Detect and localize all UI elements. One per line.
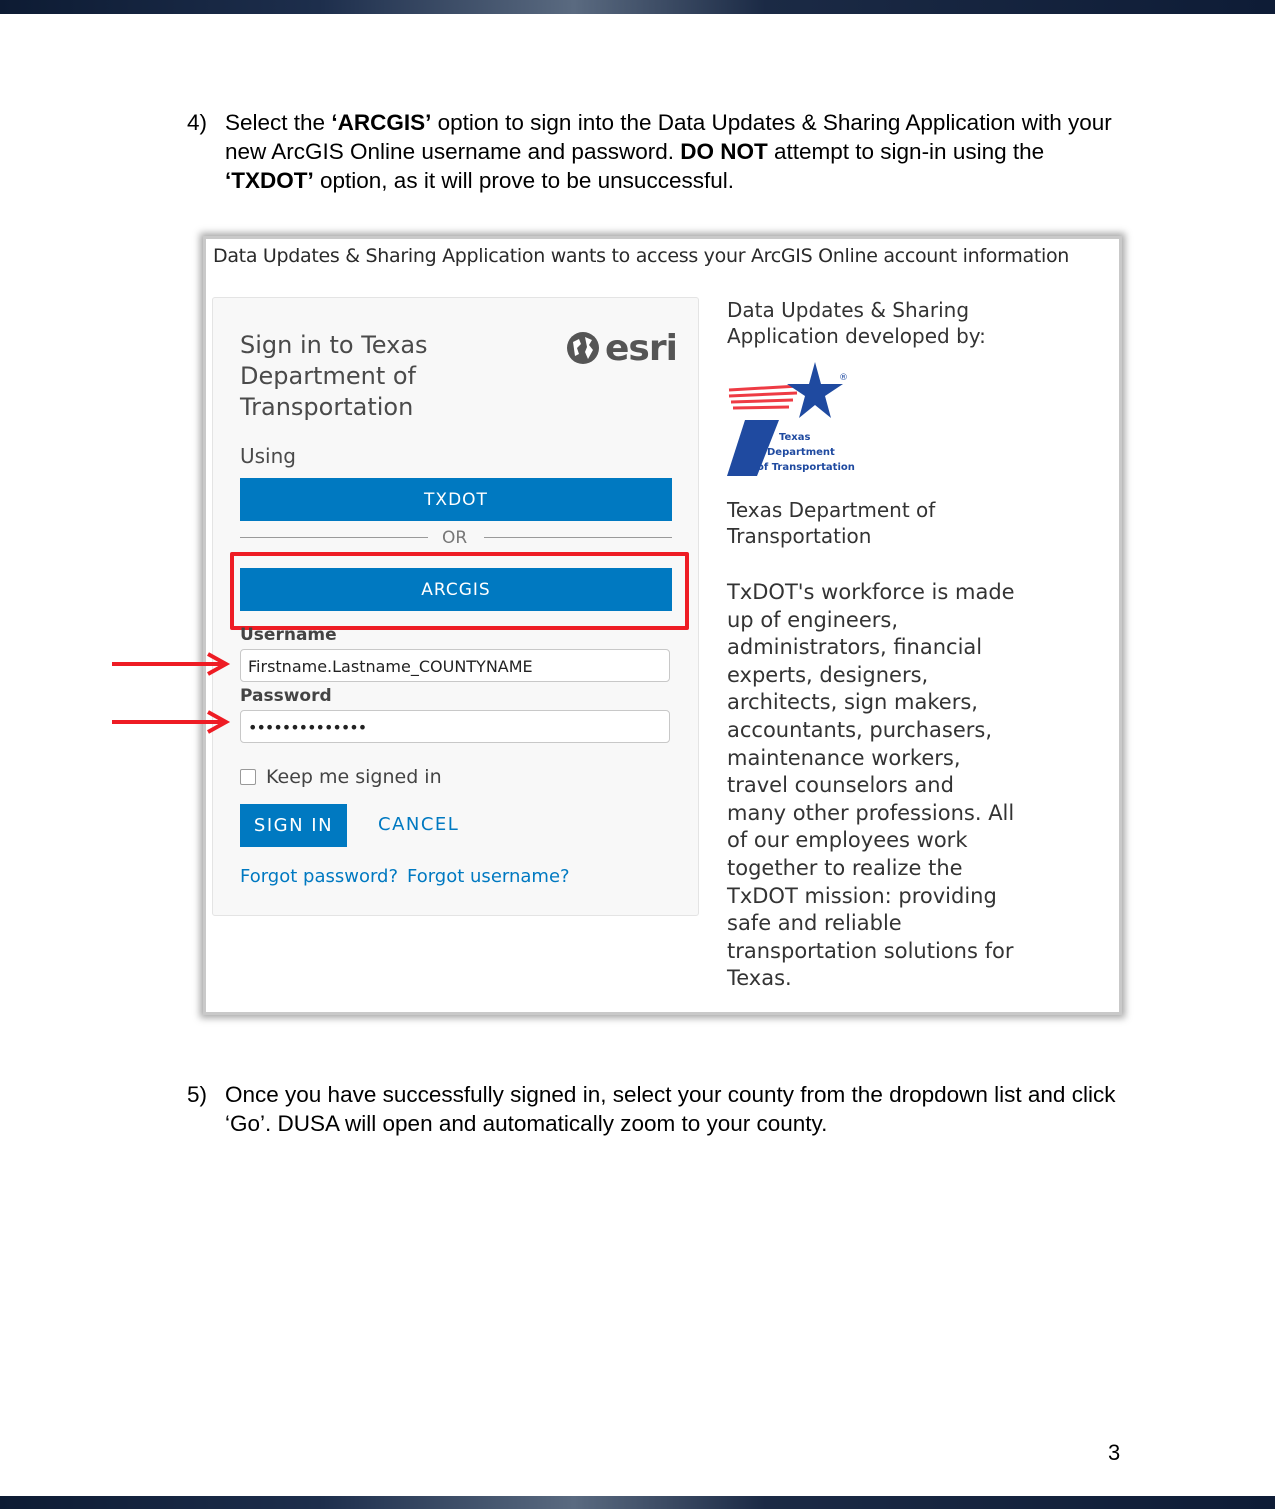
or-divider-left <box>240 537 428 538</box>
footer-bar <box>0 1496 1275 1509</box>
step-5 <box>187 1080 1137 1138</box>
organization-description: TxDOT's workforce is made up of engineers, administrators, financial experts, designers, architects, sign makers, accountants, purchasers, maintenance workers, travel counselors and many other professions. All of our employees work together to realize the TxDOT mission: providing safe and reliable transportation solutions for Texas. <box>727 580 1015 991</box>
keep-signed-in-checkbox[interactable] <box>240 769 256 785</box>
step-5-number: 5) <box>187 1082 208 1107</box>
forgot-username-link[interactable]: Forgot username? <box>407 866 570 887</box>
signin-card <box>212 297 699 916</box>
login-screenshot <box>203 236 1122 1015</box>
esri-logo: esri <box>565 328 677 368</box>
or-divider-right <box>484 537 672 538</box>
step-4-text: Select the ‘ARCGIS’ option to sign into the Data Updates & Sharing Application with your new ArcGIS Online username and password. DO NOT attempt to sign-in using the ‘TXDOT’ option, as it will prove to be unsuccessful. <box>225 110 1112 193</box>
cancel-button[interactable]: CANCEL <box>378 814 460 835</box>
username-input[interactable]: Firstname.Lastname_COUNTYNAME <box>240 649 670 682</box>
password-input[interactable]: •••••••••••••• <box>240 710 670 743</box>
svg-text:of Transportation: of Transportation <box>757 462 855 473</box>
txdot-button[interactable]: TXDOT <box>240 478 672 521</box>
step-5-text: Once you have successfully signed in, select your county from the dropdown list and click ‘Go’. DUSA will open and automatically zoom to your county. <box>225 1082 1116 1136</box>
page-number: 3 <box>1108 1440 1121 1465</box>
header-bar <box>0 0 1275 14</box>
forgot-password-link[interactable]: Forgot password? <box>240 866 399 887</box>
sign-in-button[interactable]: SIGN IN <box>240 804 347 847</box>
username-label: Username <box>240 625 337 645</box>
signin-title: Sign in to Texas Department of Transportation <box>240 331 428 421</box>
arcgis-highlight-box <box>230 552 689 630</box>
screenshot-header: Data Updates & Sharing Application wants to access your ArcGIS Online account information <box>213 245 1070 267</box>
arrow-to-password-icon <box>112 711 232 733</box>
svg-text:Texas: Texas <box>779 432 811 443</box>
step-4-number: 4) <box>187 110 208 135</box>
organization-name: Texas Department of Transportation <box>727 498 936 548</box>
arrow-to-username-icon <box>112 653 232 675</box>
developed-by-text: Data Updates & Sharing Application developed by: <box>727 298 986 348</box>
globe-icon <box>565 330 601 366</box>
keep-signed-in[interactable]: Keep me signed in <box>240 766 442 788</box>
password-label: Password <box>240 686 332 706</box>
arcgis-button[interactable]: ARCGIS <box>240 568 672 611</box>
svg-text:Department: Department <box>767 447 835 458</box>
or-label: OR <box>442 528 468 548</box>
step-4 <box>187 108 1137 195</box>
txdot-logo <box>727 360 855 482</box>
using-label: Using <box>240 444 296 468</box>
svg-text:®: ® <box>839 373 848 383</box>
